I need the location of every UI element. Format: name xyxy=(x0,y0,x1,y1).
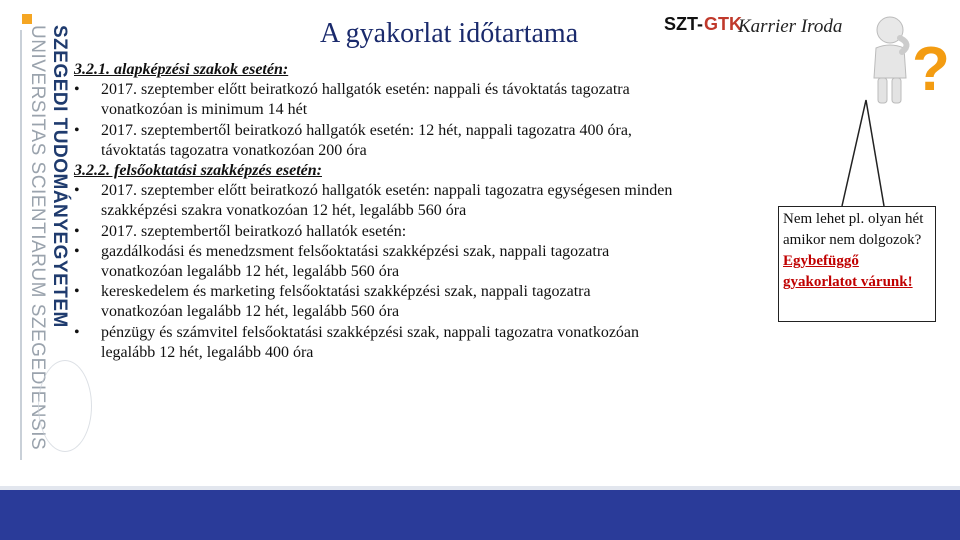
bubble-question: Nem lehet pl. olyan hét amikor nem dolgozok? xyxy=(783,211,924,248)
bullet-item xyxy=(74,282,674,322)
bullet-dot: • xyxy=(74,242,80,260)
bullet-text: gazdálkodási és menedzsment felsőoktatási szakképzési szak, nappali tagozatra vonatkozóan legalább 12 hét, legalább 560 óra xyxy=(101,242,610,281)
svg-text:?: ? xyxy=(912,35,950,104)
bullet-item xyxy=(74,121,674,161)
bullet-item xyxy=(74,222,674,242)
bullet-dot: • xyxy=(74,121,80,139)
section-heading-1: 3.2.1. alapképzési szakok esetén: xyxy=(74,61,289,78)
bullet-item xyxy=(74,80,674,120)
university-name-hu: SZEGEDI TUDOMÁNYEGYETEM xyxy=(49,25,70,328)
bullet-dot: • xyxy=(74,182,80,200)
section-heading-2: 3.2.2. felsőoktatási szakképzés esetén: xyxy=(74,162,322,180)
university-name-latin: UNIVERSITAS SCIENTIARUM SZEGEDIENSIS xyxy=(27,25,48,451)
logo-karrier: Karrier Iroda xyxy=(738,16,843,37)
logo-gtk: GTK xyxy=(704,14,742,34)
bullet-item xyxy=(74,323,674,363)
bullet-text: 2017. szeptembertől beiratkozó hallatók esetén: xyxy=(101,222,407,240)
bullet-text: 2017. szeptember előtt beiratkozó hallgatók esetén: nappali tagozatra egységesen minden szakképzési szakra vonatkozóan 12 hét, legalább 560 óra xyxy=(101,182,673,220)
main-content xyxy=(74,60,674,363)
bullet-dot: • xyxy=(74,323,80,341)
bullet-text: kereskedelem és marketing felsőoktatási szakképzési szak, nappali tagozatra vonatkozóan legalább 12 hét, legalább 560 óra xyxy=(101,283,591,321)
bubble-answer: Egybefüggő gyakorlatot várunk! xyxy=(783,253,913,290)
bullet-dot: • xyxy=(74,222,80,240)
bullet-dot: • xyxy=(74,81,80,99)
logo-szt: SZT- xyxy=(664,14,703,34)
bullet-item xyxy=(74,242,674,282)
bullet-text: 2017. szeptembertől beiratkozó hallgatók esetén: 12 hét, nappali tagozatra 400 óra, távoktatás tagozatra vonatkozóan 200 óra xyxy=(101,121,632,159)
bullet-item xyxy=(74,181,674,221)
page-title: A gyakorlat időtartama xyxy=(320,18,579,49)
bullet-dot: • xyxy=(74,283,80,301)
bullet-text: 2017. szeptember előtt beiratkozó hallgatók esetén: nappali és távoktatás tagozatra vonatkozóan is minimum 14 hét xyxy=(101,81,630,119)
bullet-text: pénzügy és számvitel felsőoktatási szakképzési szak, nappali tagozatra vonatkozóan legalább 12 hét, legalább 400 óra xyxy=(101,323,640,361)
footer-bar xyxy=(0,490,960,540)
speech-bubble xyxy=(778,206,936,322)
